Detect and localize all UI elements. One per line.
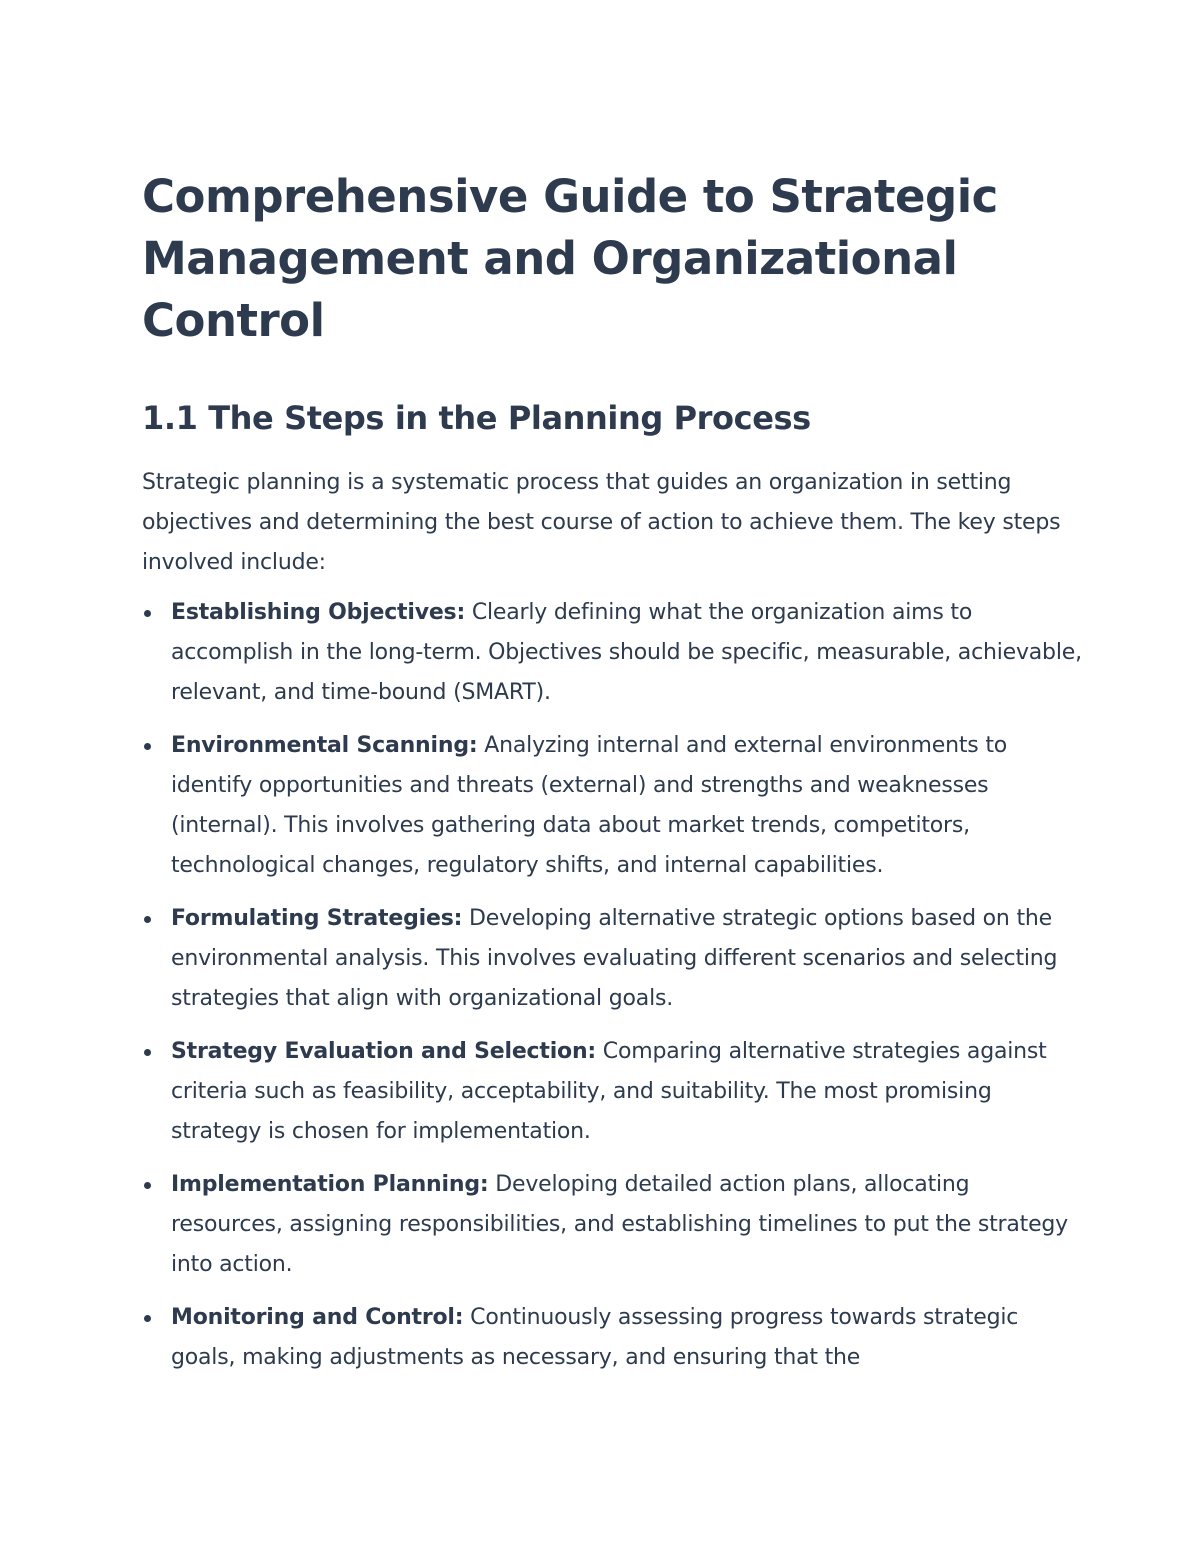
bullet-icon [144,1049,151,1056]
bullet-icon [144,610,151,617]
step-term: Implementation Planning: [171,1172,489,1197]
steps-list [142,593,1082,1378]
step-description: Continuously assessing progress towards strategic goals, making adjustments as necessary, and ensuring that the [171,1305,1019,1370]
step-term: Monitoring and Control: [171,1305,464,1330]
list-item [142,593,1082,713]
step-description: Clearly defining what the organization aims to accomplish in the long-term. Objectives should be specific, measurable, achievable, relevant, and time-bound (SMART). [171,600,1082,705]
document-title: Comprehensive Guide to Strategic Management and Organizational Control [142,170,998,347]
list-item [142,726,1082,886]
bullet-icon [144,916,151,923]
step-term: Formulating Strategies: [171,906,463,931]
step-term: Environmental Scanning: [171,733,478,758]
step-description: Comparing alternative strategies against criteria such as feasibility, acceptability, and suitability. The most promising strategy is chosen for implementation. [171,1039,1047,1144]
bullet-icon [144,1182,151,1189]
bullet-icon [144,743,151,750]
list-item [142,1298,1082,1378]
step-description: Developing alternative strategic options based on the environmental analysis. This involves evaluating different scenarios and selecting strategies that align with organizational goals. [171,906,1058,1011]
bullet-icon [144,1315,151,1322]
list-item [142,899,1082,1019]
list-item [142,1032,1082,1152]
intro-paragraph: Strategic planning is a systematic process that guides an organization in setting objectives and determining the best course of action to achieve them. The key steps involved include: [142,470,1061,575]
step-description: Developing detailed action plans, allocating resources, assigning responsibilities, and establishing timelines to put the strategy into action. [171,1172,1068,1277]
list-item [142,1165,1082,1285]
section-heading: 1.1 The Steps in the Planning Process [142,399,811,437]
step-description: Analyzing internal and external environments to identify opportunities and threats (external) and strengths and weaknesses (internal). This involves gathering data about market trends, competitors, technological changes, regulatory shifts, and internal capabilities. [171,733,1008,878]
step-term: Establishing Objectives: [171,600,466,625]
document-page [142,166,1082,1391]
step-term: Strategy Evaluation and Selection: [171,1039,597,1064]
